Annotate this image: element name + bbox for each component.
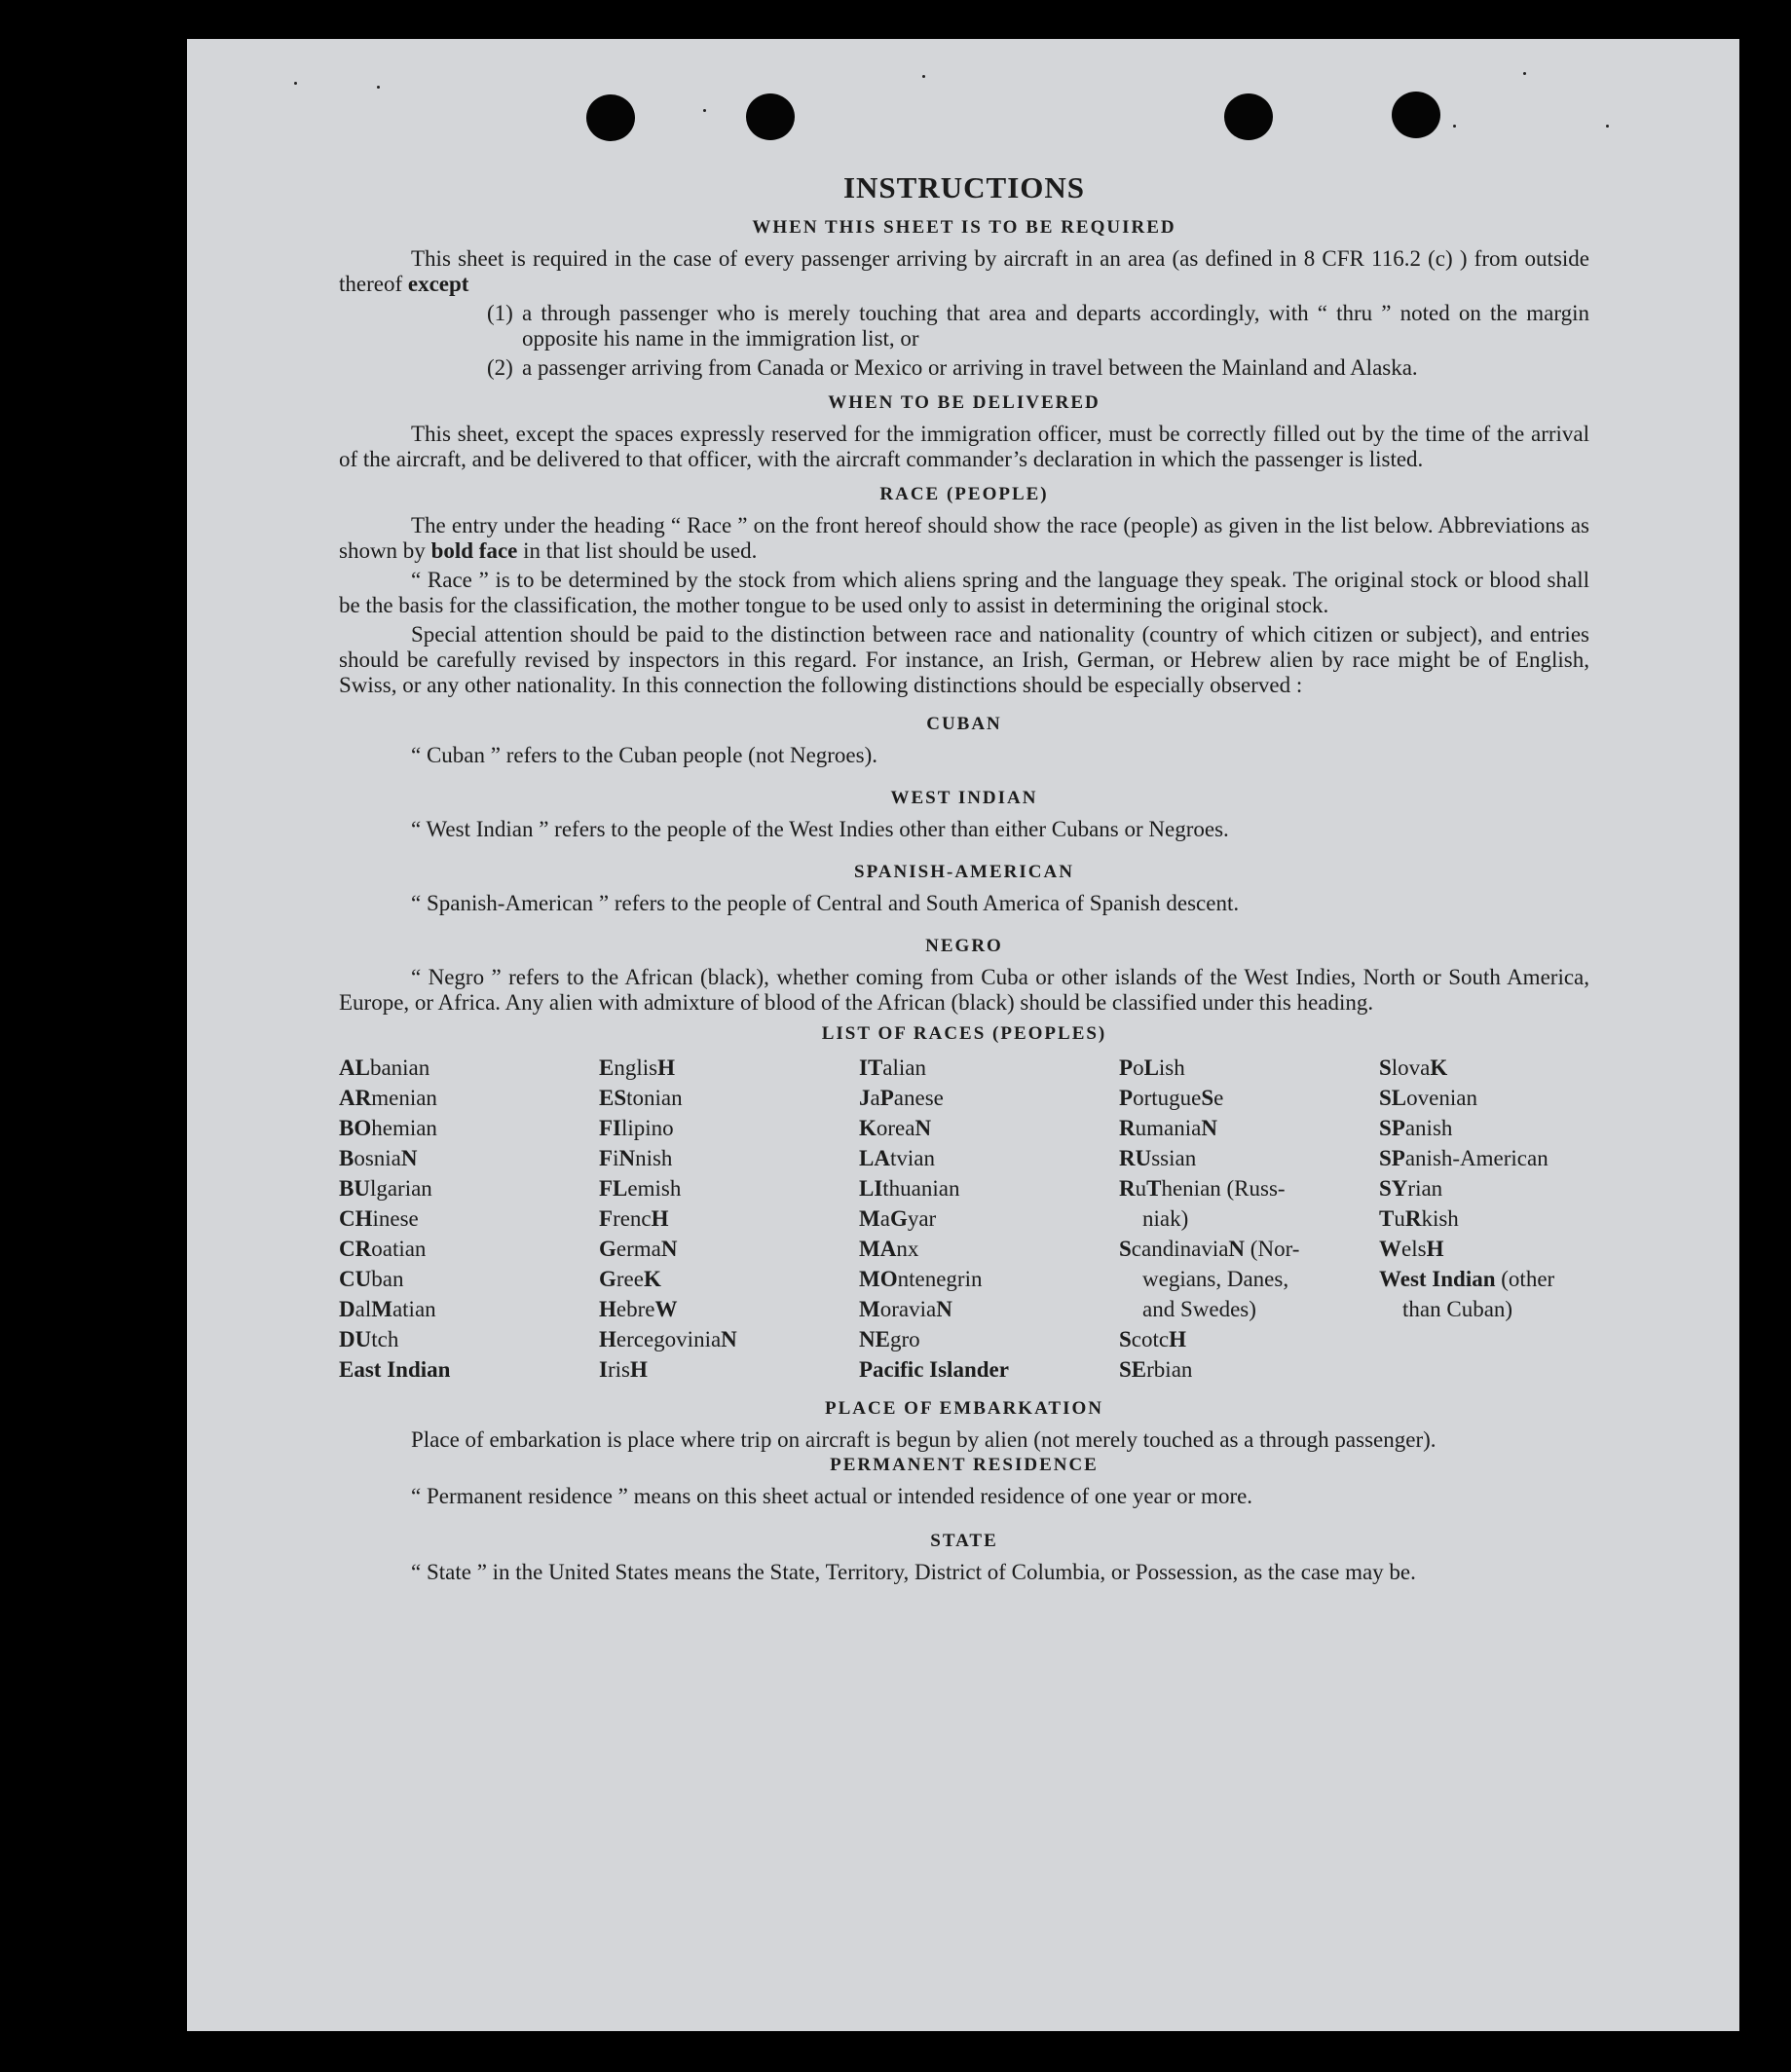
race-text: anese xyxy=(893,1086,944,1110)
speck xyxy=(1453,125,1456,128)
race-text: candinavia xyxy=(1131,1237,1229,1261)
race-text: cotc xyxy=(1131,1327,1170,1351)
race-abbreviation: H xyxy=(657,1055,675,1080)
spanish-american-paragraph: “ Spanish-American ” refers to the people of Central and South America of Spanish descent. xyxy=(411,891,1240,915)
race-abbreviation: L xyxy=(1143,1055,1159,1080)
race-abbreviation: SE xyxy=(1119,1357,1147,1382)
race-entry xyxy=(339,1113,599,1143)
race-abbreviation: H xyxy=(629,1357,648,1382)
heading-when-required: WHEN THIS SHEET IS TO BE REQUIRED xyxy=(752,217,1176,238)
race-abbreviation: West Indian xyxy=(1379,1267,1496,1291)
race-abbreviation: K xyxy=(643,1267,661,1291)
race-abbreviation: N xyxy=(400,1146,418,1170)
race-abbreviation: S xyxy=(1119,1327,1132,1351)
race-text: ovenian xyxy=(1406,1086,1477,1110)
race-entry xyxy=(1379,1234,1589,1264)
speck xyxy=(294,82,297,85)
residence-paragraph: “ Permanent residence ” means on this sheet actual or intended residence of one year or more. xyxy=(411,1484,1253,1508)
heading-race: RACE (PEOPLE) xyxy=(879,484,1049,504)
race-abbreviation: M xyxy=(859,1206,880,1231)
race-entry xyxy=(1119,1234,1379,1264)
heading-cuban: CUBAN xyxy=(926,714,1002,734)
race-entry xyxy=(859,1113,1119,1143)
race-abbreviation: SP xyxy=(1379,1146,1405,1170)
race-abbreviation: DU xyxy=(339,1327,372,1351)
race-abbreviation: CR xyxy=(339,1237,372,1261)
race-entry xyxy=(599,1053,859,1083)
race-text: ban xyxy=(371,1267,404,1291)
item-text: a passenger arriving from Canada or Mexico or arriving in travel between the Mainland and Alaska. xyxy=(522,355,1418,380)
race-abbreviation: IT xyxy=(859,1055,883,1080)
race-abbreviation: P xyxy=(879,1086,894,1110)
race-entry xyxy=(339,1354,599,1385)
race-text: lova xyxy=(1391,1055,1431,1080)
item-number: (1) xyxy=(487,301,513,325)
race-entry xyxy=(339,1083,599,1113)
race-abbreviation: J xyxy=(859,1086,871,1110)
race-abbreviation: N xyxy=(936,1297,952,1321)
race-entry xyxy=(1379,1264,1589,1294)
race-text: henian (Russ- xyxy=(1161,1176,1286,1201)
race-entry xyxy=(599,1234,859,1264)
west-indian-paragraph: “ West Indian ” refers to the people of the West Indies other than either Cubans or Negroes. xyxy=(411,817,1229,841)
race-text: al xyxy=(354,1297,372,1321)
race-text: nglis xyxy=(614,1055,658,1080)
race-text: than Cuban) xyxy=(1402,1297,1513,1321)
race-abbreviation: MO xyxy=(859,1267,898,1291)
race-text: rian xyxy=(1407,1176,1443,1201)
race-text: anish xyxy=(1404,1116,1453,1140)
race-entry xyxy=(1119,1173,1379,1203)
race-entry xyxy=(599,1083,859,1113)
heading-state: STATE xyxy=(930,1531,998,1551)
race-text: menian xyxy=(371,1086,437,1110)
race-entry xyxy=(339,1324,599,1354)
heading-permanent-residence: PERMANENT RESIDENCE xyxy=(830,1455,1099,1475)
races-column xyxy=(1379,1053,1589,1385)
race-entry xyxy=(599,1354,859,1385)
negro-paragraph: “ Negro ” refers to the African (black), whether coming from Cuba or other islands of the West Indies, North or South America, Europe, or Africa. Any alien with admixture of blood of the African (black) should be classified under this heading. xyxy=(339,965,1589,1015)
item-text: a through passenger who is merely touching that area and departs accordingly, with “ thru ” noted on the margin opposite his name in the immigration list, or xyxy=(522,301,1589,351)
race-abbreviation: SP xyxy=(1379,1116,1405,1140)
cuban-paragraph: “ Cuban ” refers to the Cuban people (not Negroes). xyxy=(411,743,878,767)
speck xyxy=(1606,125,1609,128)
race-abbreviation: FL xyxy=(599,1176,628,1201)
race-text: wegians, Danes, xyxy=(1142,1267,1289,1291)
race-abbreviation: BU xyxy=(339,1176,370,1201)
race-text: inese xyxy=(372,1206,419,1231)
race-paragraph-2: “ Race ” is to be determined by the stock from which aliens spring and the language they speak. The original stock or blood shall be the basis for the classification, the mother tongue to be used only to assist in determining the original stock. xyxy=(339,568,1589,617)
race-text: hemian xyxy=(371,1116,437,1140)
intro-paragraph: This sheet is required in the case of every passenger arriving by aircraft in an area (as defined in 8 CFR 116.2 (c) ) from outside thereof except xyxy=(339,246,1589,296)
heading-embarkation: PLACE OF EMBARKATION xyxy=(825,1398,1103,1419)
race-abbreviation: W xyxy=(1379,1237,1401,1261)
race-abbreviation: RU xyxy=(1119,1146,1152,1170)
race-entry xyxy=(339,1173,599,1203)
race-abbreviation: MA xyxy=(859,1237,897,1261)
race-entry xyxy=(599,1203,859,1234)
race-entry xyxy=(859,1264,1119,1294)
race-text: lipino xyxy=(621,1116,674,1140)
race-entry xyxy=(1119,1324,1379,1354)
race-text: (Nor- xyxy=(1245,1237,1300,1261)
race-text: e xyxy=(1213,1086,1224,1110)
races-column xyxy=(1119,1053,1379,1385)
races-list xyxy=(339,1053,1589,1385)
race-text: i xyxy=(613,1146,619,1170)
race-text: o xyxy=(1133,1055,1144,1080)
race-abbreviation: N xyxy=(1201,1116,1217,1140)
race-text: els xyxy=(1401,1237,1427,1261)
race-text: orea xyxy=(876,1116,915,1140)
race-text: umania xyxy=(1135,1116,1202,1140)
race-abbreviation: BO xyxy=(339,1116,372,1140)
race-abbreviation: F xyxy=(599,1146,614,1170)
race-abbreviation: E xyxy=(599,1055,615,1080)
race-entry xyxy=(1119,1143,1379,1173)
embarkation-paragraph: Place of embarkation is place where trip on aircraft is begun by alien (not merely touched as a through passenger). xyxy=(411,1427,1437,1452)
race-text: ssian xyxy=(1151,1146,1197,1170)
race-entry xyxy=(1379,1203,1589,1234)
speck xyxy=(703,109,706,112)
race-abbreviation: AR xyxy=(339,1086,372,1110)
race-entry xyxy=(1119,1294,1379,1324)
race-abbreviation: T xyxy=(1146,1176,1162,1201)
race-abbreviation: N xyxy=(618,1146,636,1170)
race-entry xyxy=(339,1203,599,1234)
race-entry xyxy=(339,1264,599,1294)
race-entry xyxy=(1119,1083,1379,1113)
heading-when-delivered: WHEN TO BE DELIVERED xyxy=(828,392,1101,413)
race-entry xyxy=(339,1294,599,1324)
race-entry xyxy=(859,1234,1119,1264)
race-entry xyxy=(1119,1354,1379,1385)
race-abbreviation: LI xyxy=(859,1176,883,1201)
race-abbreviation: P xyxy=(1119,1086,1134,1110)
item-number: (2) xyxy=(487,355,513,380)
race-entry xyxy=(859,1053,1119,1083)
race-abbreviation: M xyxy=(859,1297,880,1321)
races-column xyxy=(339,1053,599,1385)
race-entry xyxy=(859,1173,1119,1203)
race-entry xyxy=(1119,1113,1379,1143)
race-abbreviation: I xyxy=(599,1357,608,1382)
race-abbreviation: R xyxy=(1119,1176,1136,1201)
heading-negro: NEGRO xyxy=(925,936,1003,956)
race-text: banian xyxy=(369,1055,430,1080)
race-abbreviation: LA xyxy=(859,1146,890,1170)
race-abbreviation: S xyxy=(1201,1086,1214,1110)
race-abbreviation: FI xyxy=(599,1116,621,1140)
race-entry xyxy=(339,1143,599,1173)
race-abbreviation: B xyxy=(339,1146,354,1170)
race-entry xyxy=(599,1264,859,1294)
race-entry xyxy=(859,1324,1119,1354)
punch-hole-1 xyxy=(586,94,635,141)
race-abbreviation: K xyxy=(859,1116,877,1140)
race-entry xyxy=(859,1354,1119,1385)
instructions-content xyxy=(339,170,1589,1585)
race-abbreviation: G xyxy=(599,1267,616,1291)
race-text: alian xyxy=(882,1055,926,1080)
heading-list-of-races: LIST OF RACES (PEOPLES) xyxy=(821,1023,1107,1044)
race-abbreviation: H xyxy=(1169,1327,1186,1351)
speck xyxy=(1523,72,1526,75)
race-abbreviation: K xyxy=(1430,1055,1448,1080)
race-abbreviation: N xyxy=(914,1116,932,1140)
race-abbreviation: NE xyxy=(859,1327,890,1351)
race-entry xyxy=(1379,1173,1589,1203)
race-text: oravia xyxy=(879,1297,937,1321)
race-abbreviation: H xyxy=(1426,1237,1444,1261)
race-entry xyxy=(1379,1083,1589,1113)
race-abbreviation: SL xyxy=(1379,1086,1407,1110)
race-text: gro xyxy=(889,1327,920,1351)
race-text: ntenegrin xyxy=(897,1267,983,1291)
race-text: kish xyxy=(1421,1206,1459,1231)
race-abbreviation: AL xyxy=(339,1055,370,1080)
race-abbreviation: S xyxy=(1119,1237,1132,1261)
races-column xyxy=(859,1053,1119,1385)
race-abbreviation: SY xyxy=(1379,1176,1408,1201)
race-text: renc xyxy=(613,1206,652,1231)
race-abbreviation: S xyxy=(1379,1055,1392,1080)
race-entry xyxy=(859,1294,1119,1324)
speck xyxy=(377,86,380,89)
race-paragraph-1: The entry under the heading “ Race ” on the front hereof should show the race (people) as given in the list below. Abbreviations as shown by bold face in that list should be used. xyxy=(339,513,1589,563)
race-entry xyxy=(339,1234,599,1264)
race-text: tch xyxy=(371,1327,399,1351)
heading-spanish-american: SPANISH-AMERICAN xyxy=(854,862,1074,882)
race-entry xyxy=(599,1173,859,1203)
race-text: tonian xyxy=(626,1086,683,1110)
race-abbreviation: Pacific Islander xyxy=(859,1357,1009,1382)
race-text: thuanian xyxy=(882,1176,960,1201)
race-text: ercegovinia xyxy=(616,1327,722,1351)
race-entry xyxy=(599,1294,859,1324)
document-page xyxy=(187,39,1739,2031)
race-abbreviation: W xyxy=(654,1297,678,1321)
race-abbreviation: F xyxy=(599,1206,614,1231)
race-text: ebre xyxy=(616,1297,655,1321)
race-text: ortugue xyxy=(1133,1086,1202,1110)
exception-item-2 xyxy=(487,355,1589,381)
race-abbreviation: N xyxy=(660,1237,678,1261)
race-abbreviation: G xyxy=(599,1237,616,1261)
exception-item-1 xyxy=(487,301,1589,352)
race-text: atian xyxy=(392,1297,436,1321)
race-abbreviation: N xyxy=(1228,1237,1246,1261)
race-entry xyxy=(1379,1294,1589,1324)
race-text: osnia xyxy=(354,1146,401,1170)
race-abbreviation: G xyxy=(889,1206,908,1231)
race-text: nx xyxy=(896,1237,919,1261)
race-text: emish xyxy=(627,1176,682,1201)
heading-west-indian: WEST INDIAN xyxy=(890,788,1038,808)
race-text: rbian xyxy=(1146,1357,1193,1382)
race-text: ris xyxy=(607,1357,630,1382)
race-abbreviation: T xyxy=(1379,1206,1395,1231)
race-text: nish xyxy=(635,1146,673,1170)
race-entry xyxy=(599,1324,859,1354)
race-abbreviation: H xyxy=(599,1327,616,1351)
race-abbreviation: R xyxy=(1404,1206,1422,1231)
race-text: yar xyxy=(907,1206,937,1231)
race-text: lgarian xyxy=(369,1176,432,1201)
page-title: INSTRUCTIONS xyxy=(842,170,1085,204)
race-entry xyxy=(599,1113,859,1143)
race-text: u xyxy=(1135,1176,1147,1201)
state-paragraph: “ State ” in the United States means the State, Territory, District of Columbia, or Possession, as the case may be. xyxy=(411,1560,1416,1584)
race-abbreviation: CH xyxy=(339,1206,373,1231)
race-abbreviation: N xyxy=(721,1327,737,1351)
race-abbreviation: M xyxy=(371,1297,392,1321)
races-column xyxy=(599,1053,859,1385)
race-abbreviation: ES xyxy=(599,1086,627,1110)
race-abbreviation: R xyxy=(1119,1116,1136,1140)
race-abbreviation: East Indian xyxy=(339,1357,451,1382)
race-entry xyxy=(1119,1264,1379,1294)
race-entry xyxy=(1379,1143,1589,1173)
race-text: erma xyxy=(616,1237,661,1261)
race-abbreviation: D xyxy=(339,1297,355,1321)
speck xyxy=(922,75,925,78)
delivery-paragraph: This sheet, except the spaces expressly reserved for the immigration officer, must be correctly filled out by the time of the arrival of the aircraft, and be delivered to that officer, with the aircraft commander’s declaration in which the passenger is listed. xyxy=(339,422,1589,471)
race-text: anish-American xyxy=(1404,1146,1548,1170)
punch-hole-4 xyxy=(1392,92,1440,138)
race-text: ree xyxy=(616,1267,644,1291)
race-text: and Swedes) xyxy=(1142,1297,1256,1321)
race-paragraph-3: Special attention should be paid to the distinction between race and nationality (country of which citizen or subject), and entries should be carefully revised by inspectors in this regard. For instance, an Irish, German, or Hebrew alien by race might be of English, Swiss, or any other nationality. In this connection the following distinctions should be especially observed : xyxy=(339,622,1589,697)
punch-hole-3 xyxy=(1224,93,1273,140)
race-entry xyxy=(1379,1113,1589,1143)
race-entry xyxy=(1379,1053,1589,1083)
race-text: (other xyxy=(1495,1267,1555,1291)
race-entry xyxy=(1119,1053,1379,1083)
race-text: oatian xyxy=(371,1237,427,1261)
race-text: tvian xyxy=(889,1146,935,1170)
race-abbreviation: P xyxy=(1119,1055,1134,1080)
race-text: u xyxy=(1394,1206,1405,1231)
race-entry xyxy=(339,1053,599,1083)
race-abbreviation: CU xyxy=(339,1267,372,1291)
race-entry xyxy=(859,1143,1119,1173)
race-entry xyxy=(859,1203,1119,1234)
race-entry xyxy=(599,1143,859,1173)
race-abbreviation: H xyxy=(599,1297,616,1321)
punch-hole-2 xyxy=(746,93,795,140)
race-entry xyxy=(1119,1203,1379,1234)
race-text: ish xyxy=(1158,1055,1185,1080)
race-abbreviation: H xyxy=(651,1206,669,1231)
race-entry xyxy=(859,1083,1119,1113)
race-text: niak) xyxy=(1142,1206,1189,1231)
race-text: a xyxy=(870,1086,880,1110)
race-text: a xyxy=(879,1206,890,1231)
